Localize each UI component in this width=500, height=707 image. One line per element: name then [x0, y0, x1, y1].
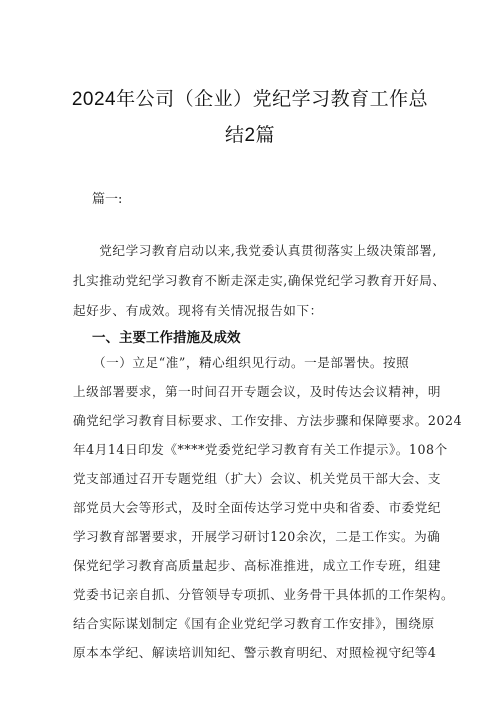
paragraph-line-10: 结合实际谋划制定《国有企业党纪学习教育工作安排》，围绕原: [73, 616, 435, 631]
section-label: 篇一:: [92, 192, 123, 207]
paragraph-line-3: 确党纪学习教育目标要求、工作安排、方法步骤和保障要求。2024: [73, 413, 463, 428]
paragraph-line-6: 部党员大会等形式，及时全面传达学习党中央和省委、市委党纪: [73, 500, 442, 515]
paragraph-line-8: 保党纪学习教育高质量起步、高标准推进，成立工作专班，组建: [73, 558, 442, 573]
intro-line-2: 扎实推动党纪学习教育不断走深走实,确保党纪学习教育开好局、: [73, 273, 446, 288]
paragraph-line-5: 党支部通过召开专题党组（扩大）会议、机关党员干部大会、支: [73, 471, 442, 486]
paragraph-line-2: 上级部署要求，第一时间召开专题会议，及时传达会议精神，明: [73, 384, 442, 399]
intro-line-1: 党纪学习教育启动以来,我党委认真贯彻落实上级决策部署,: [73, 243, 437, 258]
paragraph-line-1: （一）立足“准”，精心组织见行动。一是部署快。按照: [73, 355, 410, 370]
paragraph-line-7: 学习教育部署要求，开展学习研讨120余次，二是工作实。为确: [73, 529, 441, 544]
paragraph-line-9: 党委书记亲自抓、分管领导专项抓、业务骨干具体抓的工作架构。: [73, 587, 455, 602]
paragraph-line-4: 年4月14日印发《****党委党纪学习教育有关工作提示》。108个: [73, 442, 448, 457]
section-heading: 一、主要工作措施及成效: [92, 330, 241, 345]
document-title-line-2: 结2篇: [224, 125, 276, 146]
paragraph-line-11: 原本本学纪、解读培训知纪、警示教育明纪、对照检视守纪等4: [73, 645, 437, 660]
intro-line-3: 起好步、有成效。现将有关情况报告如下：: [73, 303, 323, 318]
document-title-line-1: 2024年公司（企业）党纪学习教育工作总: [71, 89, 429, 110]
